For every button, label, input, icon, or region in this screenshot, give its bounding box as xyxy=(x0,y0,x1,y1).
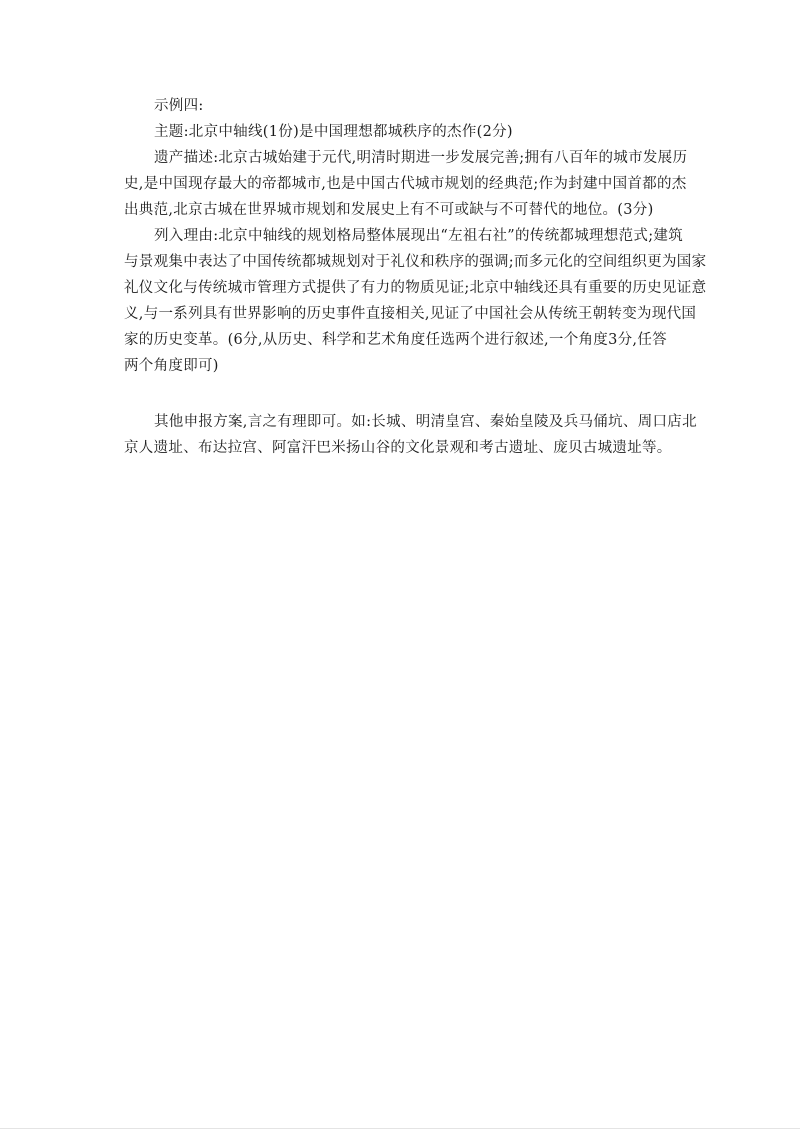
other-plans-line: 其他申报方案,言之有理即可。如:长城、明清皇宫、秦始皇陵及兵马俑坑、周口店北 xyxy=(154,414,697,430)
listing-reasons-line: 列入理由:北京中轴线的规划格局整体展现出“左祖右社”的传统都城理想范式;建筑 xyxy=(154,228,683,244)
heritage-description-paragraph xyxy=(124,145,688,223)
listing-reasons-line: 家的历史变革。(6分,从历史、科学和艺术角度任选两个进行叙述,一个角度3分,任答 xyxy=(124,332,667,348)
other-plans-paragraph xyxy=(124,409,697,461)
theme-line: 主题:北京中轴线(1份)是中国理想都城秩序的杰作(2分) xyxy=(154,124,513,140)
example-title: 示例四: xyxy=(154,98,204,114)
page-edge-divider xyxy=(0,1128,800,1129)
document-body xyxy=(124,93,707,461)
listing-reasons-line: 与景观集中表达了中国传统都城规划对于礼仪和秩序的强调;而多元化的空间组织更为国家 xyxy=(124,254,707,270)
listing-reasons-line: 礼仪文化与传统城市管理方式提供了有力的物质见证;北京中轴线还具有重要的历史见证意 xyxy=(124,280,707,296)
other-plans-line: 京人遗址、布达拉宫、阿富汗巴米扬山谷的文化景观和考古遗址、庞贝古城遗址等。 xyxy=(124,440,672,456)
listing-reasons-paragraph xyxy=(124,223,707,379)
heritage-description-line: 遗产描述:北京古城始建于元代,明清时期进一步发展完善;拥有八百年的城市发展历 xyxy=(154,150,688,166)
heritage-description-line: 史,是中国现存最大的帝都城市,也是中国古代城市规划的经典范;作为封建中国首都的杰 xyxy=(124,176,687,192)
listing-reasons-line: 两个角度即可) xyxy=(124,358,219,374)
heritage-description-line: 出典范,北京古城在世界城市规划和发展史上有不可或缺与不可替代的地位。(3分) xyxy=(124,202,654,218)
listing-reasons-line: 义,与一系列具有世界影响的历史事件直接相关,见证了中国社会从传统王朝转变为现代国 xyxy=(124,306,697,322)
